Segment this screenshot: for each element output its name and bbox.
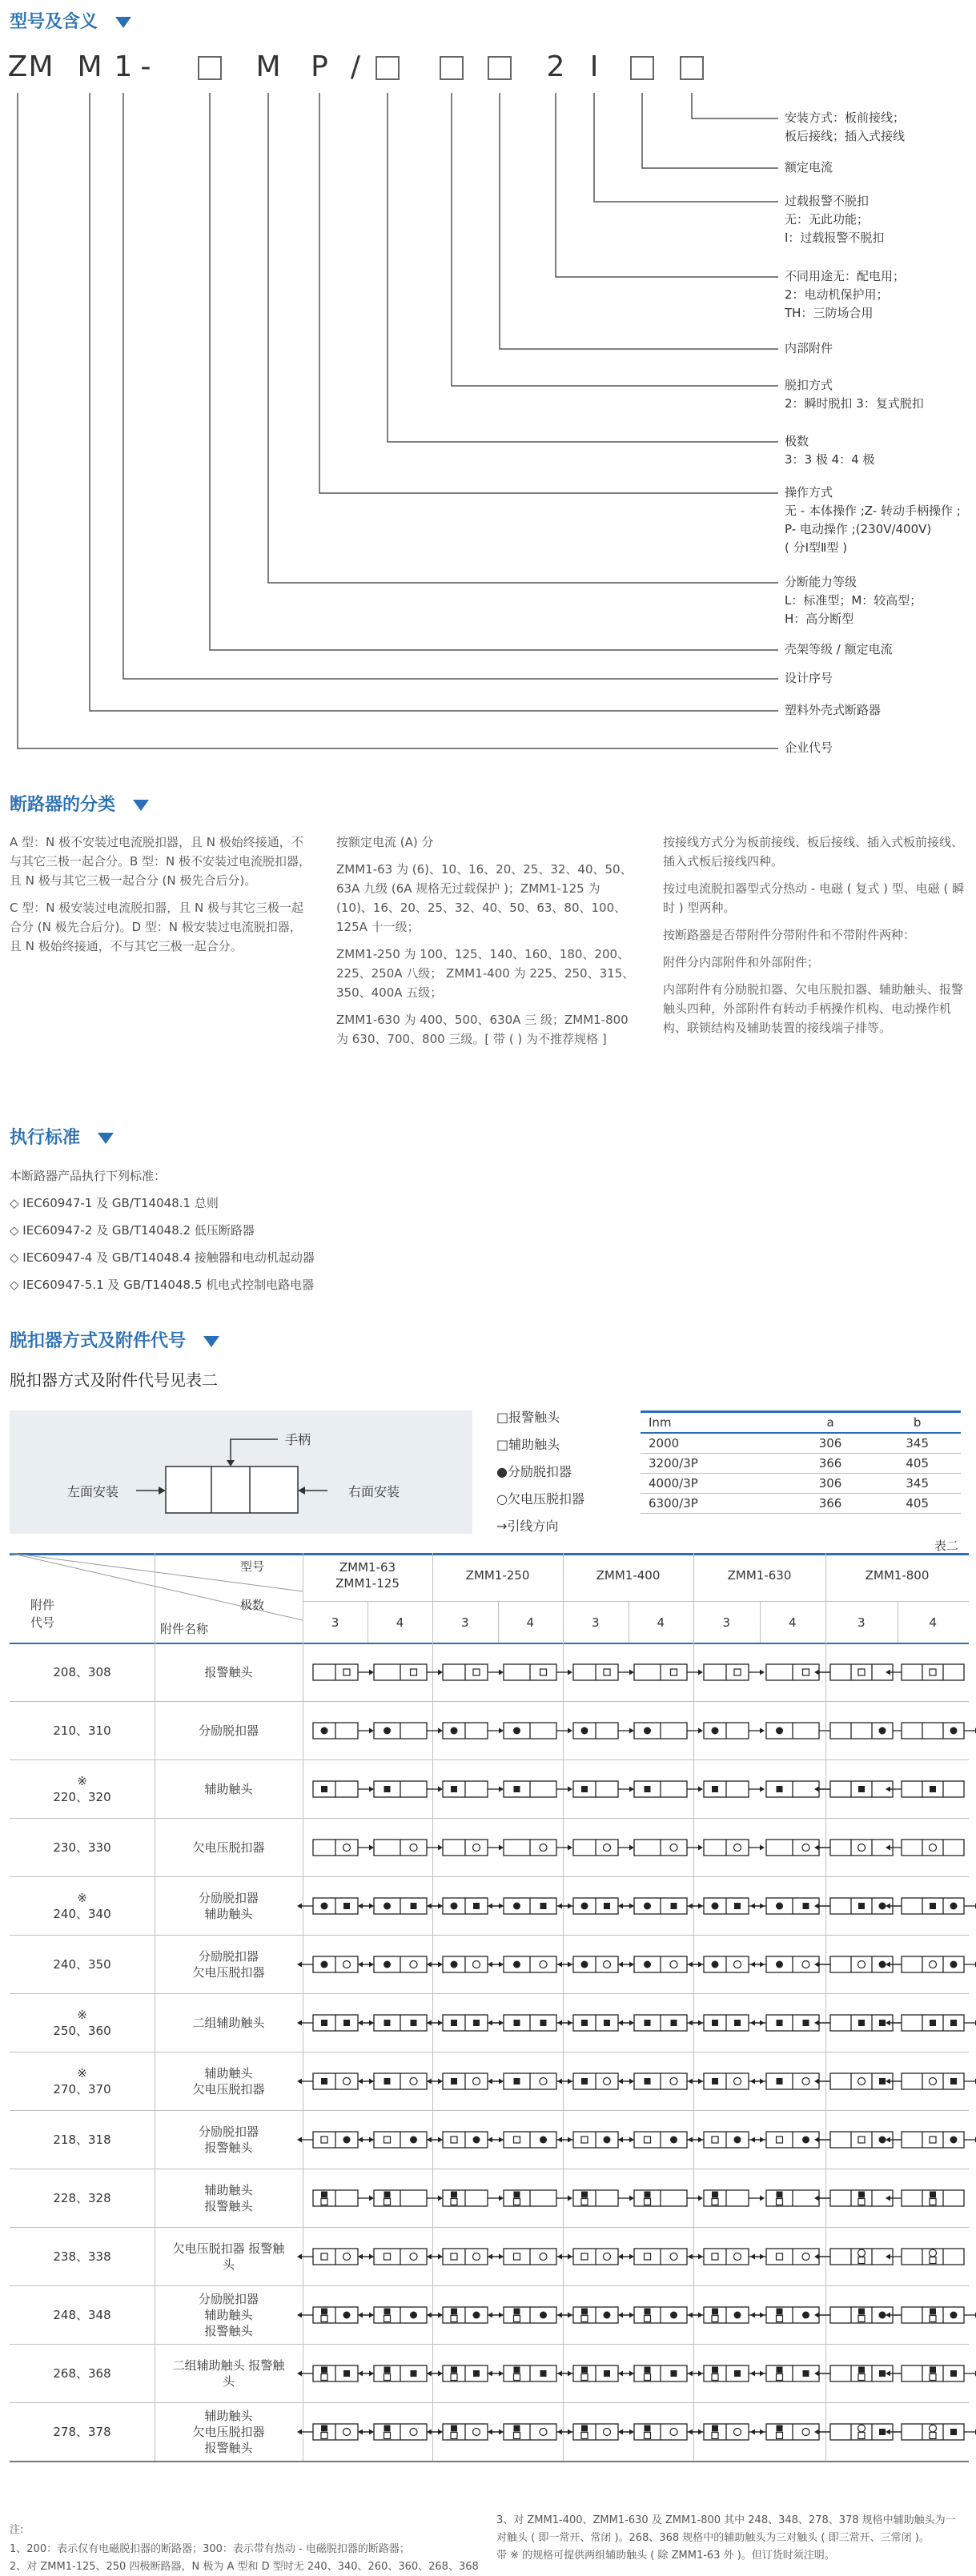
standards-intro: 本断路器产品执行下列标准： xyxy=(10,1169,167,1183)
description-line: 3：3 极 4：4 极 xyxy=(785,452,875,467)
code-char: / xyxy=(350,50,361,83)
description-line: 不同用途无：配电用； xyxy=(785,269,906,283)
header-code-label-2: 代号 xyxy=(30,1615,55,1630)
table-hline xyxy=(10,1759,969,1760)
description-line: 2：电动机保护用； xyxy=(785,287,889,302)
note-line: 1、200：表示仅有电磁脱扣器的断路器；300：表示带有热动 - 电磁脱扣器的断路器； xyxy=(10,2543,410,2555)
breaker-symbol xyxy=(873,2124,976,2156)
description-line: L：标准型；M：较高型； xyxy=(785,593,922,608)
description-line: ( 分Ⅰ型Ⅱ型 ) xyxy=(785,540,848,555)
inm-cell: 306 xyxy=(787,1433,874,1454)
paragraph: 附件分内部附件和外部附件； xyxy=(663,955,820,969)
table-hline xyxy=(10,2344,969,2345)
section-subtitle: 脱扣器方式及附件代号见表二 xyxy=(10,1370,218,1390)
accessory-code: 218、318 xyxy=(53,2132,111,2147)
description-line: TH：三防场合用 xyxy=(785,306,874,320)
standard-item: ◇ IEC60947-4 及 GB/T14048.4 接触器和电动机起动器 xyxy=(10,1250,315,1265)
mounting-diagram xyxy=(10,1410,472,1534)
breaker-symbol xyxy=(873,1715,976,1747)
description-line: 壳架等级 / 额定电流 xyxy=(785,642,893,656)
table-bottom-rule xyxy=(10,2461,969,2462)
model-name: ZMM1-800 xyxy=(865,1568,930,1583)
inm-cell: 405 xyxy=(874,1494,961,1514)
model-code-description xyxy=(785,669,973,688)
accessory-code: 248、348 xyxy=(53,2307,111,2322)
description-line: 极数 xyxy=(785,434,809,448)
accessory-code: 268、368 xyxy=(53,2365,111,2381)
classification-col-current xyxy=(336,833,637,1057)
section-title-trip-accessories: 脱扣器方式及附件代号 xyxy=(10,1327,219,1352)
accessory-name: 分励脱扣器 辅助触头 xyxy=(198,1890,259,1921)
table-hline xyxy=(10,2227,969,2228)
legend-shunt: ●分励脱扣器 xyxy=(496,1464,572,1479)
note-line: 3、对 ZMM1-400、ZMM1-630 及 ZMM1-800 其中 248、348、278、378 规格中辅助触头为一 xyxy=(496,2514,956,2526)
description-line: 脱扣方式 xyxy=(785,378,833,392)
inm-cell: 345 xyxy=(874,1474,961,1494)
legend-lead-direction: →引线方向 xyxy=(496,1519,559,1534)
inm-cell: 306 xyxy=(787,1474,874,1494)
model-code-description xyxy=(785,339,973,358)
classification-col-wiring xyxy=(663,833,966,1045)
code-char: Z xyxy=(7,50,28,83)
accessory-name: 分励脱扣器 报警触头 xyxy=(198,2124,259,2155)
header-code-label-1: 附件 xyxy=(30,1598,55,1612)
handle-label: 手柄 xyxy=(285,1432,311,1447)
table-hline xyxy=(10,2402,969,2403)
paragraph: ZMM1-630 为 400、500、630A 三 级；ZMM1-800 为 630、700、800 三级。[ 带 ( ) 为不推荐规格 ] xyxy=(336,1013,629,1046)
breaker-symbol xyxy=(873,1773,976,1805)
header-model-label: 型号 xyxy=(240,1559,265,1574)
table-pole-divider xyxy=(760,1601,761,1643)
accessory-name: 分励脱扣器 xyxy=(198,1723,259,1738)
note-line: 带 ※ 的规格可提供两组辅助触头 ( 除 ZMM1-63 外 )。但订货时须注明。 xyxy=(496,2550,835,2562)
accessory-name: 欠电压脱扣器 xyxy=(192,1840,265,1855)
description-line: 过载报警不脱扣 xyxy=(785,194,870,208)
code-char: P xyxy=(311,50,328,83)
description-line: 无：无此功能； xyxy=(785,212,870,227)
legend-undervoltage: ○欠电压脱扣器 xyxy=(496,1491,584,1507)
section-title-standards: 执行标准 xyxy=(10,1124,114,1149)
breaker-symbol xyxy=(873,2182,976,2214)
inm-row xyxy=(641,1494,961,1514)
breaker-symbol xyxy=(873,2416,976,2448)
legend-aux: □辅助触头 xyxy=(496,1437,560,1452)
triangle-down-icon xyxy=(203,1336,219,1347)
standard-item: ◇ IEC60947-5.1 及 GB/T14048.5 机电式控制电路电器 xyxy=(10,1278,315,1292)
accessory-code: ※ 240、340 xyxy=(53,1890,111,1921)
table-label: 表二 xyxy=(934,1539,959,1553)
model-code-description xyxy=(785,109,973,146)
accessory-name: 分励脱扣器 辅助触头 报警触头 xyxy=(198,2291,259,2338)
pole-label: 4 xyxy=(657,1615,665,1630)
note-line: 2、对 ZMM1-125、250 四极断路器，N 极为 A 型和 D 型时无 240、340、260、360、268、368 xyxy=(10,2561,479,2573)
section-title-classification: 断路器的分类 xyxy=(10,791,149,816)
code-char: 1 xyxy=(114,50,133,83)
accessory-code: 238、338 xyxy=(53,2249,111,2264)
triangle-down-icon xyxy=(98,1133,114,1144)
inm-header: a xyxy=(787,1412,874,1434)
pole-label: 3 xyxy=(722,1615,731,1630)
accessory-name: 辅助触头 xyxy=(204,1781,253,1796)
model-code-description xyxy=(785,573,973,628)
pole-label: 4 xyxy=(526,1615,535,1630)
code-char: - xyxy=(140,50,151,83)
model-name: ZMM1-630 xyxy=(727,1568,792,1583)
pole-label: 4 xyxy=(929,1615,938,1630)
notes-title: 注: xyxy=(10,2524,24,2536)
breaker-symbol xyxy=(873,1890,976,1922)
paragraph: 按断路器是否带附件分带附件和不带附件两种： xyxy=(663,928,916,942)
header-poles-label: 极数 xyxy=(240,1598,265,1612)
accessory-code: ※ 270、370 xyxy=(53,2065,111,2097)
accessory-code: 230、330 xyxy=(53,1840,111,1855)
model-code-description xyxy=(785,376,973,413)
accessory-code: ※ 220、320 xyxy=(53,1773,111,1804)
description-line: P- 电动操作 ;(230V/400V) xyxy=(785,522,932,536)
legend-alarm: □报警触头 xyxy=(496,1410,560,1425)
inm-cell: 4000/3P xyxy=(641,1474,787,1494)
accessory-code: 240、350 xyxy=(53,1956,111,1972)
table-hline xyxy=(10,1701,969,1702)
paragraph: C 型：N 极安装过电流脱扣器，且 N 极与其它三极一起合分 (N 极先合后分)。D 型：N 极安装过电流脱扣器，且 N 极始终接通，不与其它三极一起合分。 xyxy=(10,901,303,953)
inm-cell: 405 xyxy=(874,1454,961,1474)
code-char: I xyxy=(589,50,599,83)
mounting-diagram-drawing xyxy=(10,1410,472,1534)
inm-cell: 6300/3P xyxy=(641,1494,787,1514)
accessory-code: 208、308 xyxy=(53,1664,111,1679)
code-char: M xyxy=(77,50,102,83)
accessory-name: 二组辅助触头 xyxy=(192,2015,265,2030)
description-line: 塑料外壳式断路器 xyxy=(785,703,882,717)
model-code-description xyxy=(785,432,973,469)
accessory-name: 辅助触头 欠电压脱扣器 xyxy=(192,2065,265,2097)
table-pole-divider xyxy=(498,1601,499,1643)
description-line: 设计序号 xyxy=(785,671,833,685)
pole-label: 4 xyxy=(788,1615,797,1630)
accessory-code: 210、310 xyxy=(53,1723,111,1738)
classification-col-ab-cd xyxy=(10,833,312,964)
breaker-symbol xyxy=(873,2241,976,2273)
model-code-description xyxy=(785,739,973,757)
breaker-symbol xyxy=(873,2007,976,2039)
accessory-code: 228、328 xyxy=(53,2190,111,2205)
notes-left xyxy=(10,2541,490,2576)
inm-cell: 3200/3P xyxy=(641,1454,787,1474)
accessory-code: ※ 250、360 xyxy=(53,2007,111,2038)
inm-row xyxy=(641,1454,961,1474)
inm-header: Inm xyxy=(641,1412,787,1434)
breaker-symbol xyxy=(873,2357,976,2389)
paragraph: 按过电流脱扣器型式分热动 - 电磁 ( 复式 ) 型、电磁 ( 瞬时 ) 型两种。 xyxy=(663,881,965,915)
code-char: M xyxy=(28,50,54,83)
pole-label: 3 xyxy=(857,1615,866,1630)
pole-label: 3 xyxy=(591,1615,600,1630)
breaker-symbol xyxy=(873,1832,976,1864)
description-line: 板后接线；插入式接线 xyxy=(785,129,906,143)
pole-label: 3 xyxy=(331,1615,339,1630)
accessory-name: 二组辅助触头 报警触 头 xyxy=(172,2357,285,2389)
accessory-name: 分励脱扣器 欠电压脱扣器 xyxy=(192,1948,265,1980)
pole-label: 3 xyxy=(460,1615,469,1630)
paragraph: A 型：N 极不安装过电流脱扣器，且 N 极始终接通，不与其它三极一起合分。B 型：N 极不安装过电流脱扣器，且 N 极与其它三极一起合分 (N 极先合后分)。 xyxy=(10,835,311,888)
inm-header: b xyxy=(874,1412,961,1434)
breaker-symbol xyxy=(873,2299,976,2331)
accessory-name: 报警触头 xyxy=(204,1664,253,1679)
model-code-description xyxy=(785,701,973,720)
code-char: M xyxy=(255,50,281,83)
model-name: ZMM1-400 xyxy=(596,1568,661,1583)
pole-label: 4 xyxy=(396,1615,404,1630)
model-code-description xyxy=(785,267,973,323)
table-hline xyxy=(303,1601,969,1602)
notes-right xyxy=(496,2512,970,2565)
description-line: 分断能力等级 xyxy=(785,575,858,589)
table-hline xyxy=(10,2110,969,2111)
table-hline xyxy=(10,1876,969,1877)
model-code-description xyxy=(785,158,973,177)
inm-row xyxy=(641,1474,961,1494)
right-mount-label: 右面安装 xyxy=(348,1484,400,1499)
standard-item: ◇ IEC60947-2 及 GB/T14048.2 低压断路器 xyxy=(10,1223,255,1238)
description-line: 2：瞬时脱扣 3：复式脱扣 xyxy=(785,396,924,411)
description-line: 内部附件 xyxy=(785,341,833,355)
accessory-name: 辅助触头 报警触头 xyxy=(204,2182,253,2213)
inm-header-row xyxy=(641,1412,961,1434)
paragraph: 按接线方式分为板前接线、板后接线、插入式板前接线、插入式板后接线四种。 xyxy=(663,835,964,869)
standard-item: ◇ IEC60947-1 及 GB/T14048.1 总则 xyxy=(10,1196,219,1210)
inm-cell: 2000 xyxy=(641,1433,787,1454)
breaker-symbol xyxy=(873,1948,976,1980)
inm-cell: 366 xyxy=(787,1494,874,1514)
model-name: ZMM1-63 ZMM1-125 xyxy=(335,1560,400,1591)
model-code-description xyxy=(785,640,973,659)
paragraph: ZMM1-63 为 (6)、10、16、20、25、32、40、50、63A 九级 (6A 规格无过载保护 )；ZMM1-125 为 (10)、16、20、25、32、40、50、63、80、100、125A 十一级； xyxy=(336,862,633,934)
description-line: 安装方式：板前接线； xyxy=(785,110,906,125)
triangle-down-icon xyxy=(133,800,149,811)
description-line: 企业代号 xyxy=(785,740,833,755)
description-line: 无 - 本体操作 ;Z- 转动手柄操作 ; xyxy=(785,504,961,518)
accessory-code: 278、378 xyxy=(53,2424,111,2439)
description-line: H：高分断型 xyxy=(785,612,854,626)
table-hline xyxy=(10,1993,969,1994)
model-name: ZMM1-250 xyxy=(465,1568,530,1583)
inm-row xyxy=(641,1433,961,1454)
table-hline xyxy=(10,2285,969,2286)
header-name-label: 附件名称 xyxy=(160,1622,209,1636)
left-mount-label: 左面安装 xyxy=(67,1484,119,1499)
table-hline xyxy=(10,1935,969,1936)
inm-cell: 345 xyxy=(874,1433,961,1454)
inm-cell: 366 xyxy=(787,1454,874,1474)
description-line: 额定电流 xyxy=(785,160,833,175)
model-code-description xyxy=(785,484,973,557)
accessory-name: 欠电压脱扣器 报警触 头 xyxy=(172,2241,285,2272)
note-line: 对触头 ( 即一常开、常闭 )。268、368 规格中的辅助触头为三对触头 ( 即三常开、三常闭 )。 xyxy=(496,2532,930,2544)
paragraph: 内部附件有分励脱扣器、欠电压脱扣器、辅助触头、报警触头四种，外部附件有转动手柄操作机构、电动操作机构、联锁结构及辅助装置的接线端子排等。 xyxy=(663,982,964,1035)
section-title-model-meaning: 型号及含义 xyxy=(10,8,131,33)
breaker-symbol xyxy=(873,1656,976,1688)
paragraph: 按额定电流 (A) 分 xyxy=(336,835,434,849)
model-code-description xyxy=(785,192,973,247)
breaker-symbol xyxy=(873,2065,976,2097)
inm-table xyxy=(641,1410,961,1514)
description-line: Ⅰ：过载报警不脱扣 xyxy=(785,231,885,245)
accessory-name: 辅助触头 欠电压脱扣器 报警触头 xyxy=(192,2408,265,2455)
paragraph: ZMM1-250 为 100、125、140、160、180、200、225、250A 八级； ZMM1-400 为 225、250、315、350、400A 五级； xyxy=(336,947,635,1000)
code-char: 2 xyxy=(546,50,565,83)
description-line: 操作方式 xyxy=(785,485,833,500)
table-hline xyxy=(10,1818,969,1819)
